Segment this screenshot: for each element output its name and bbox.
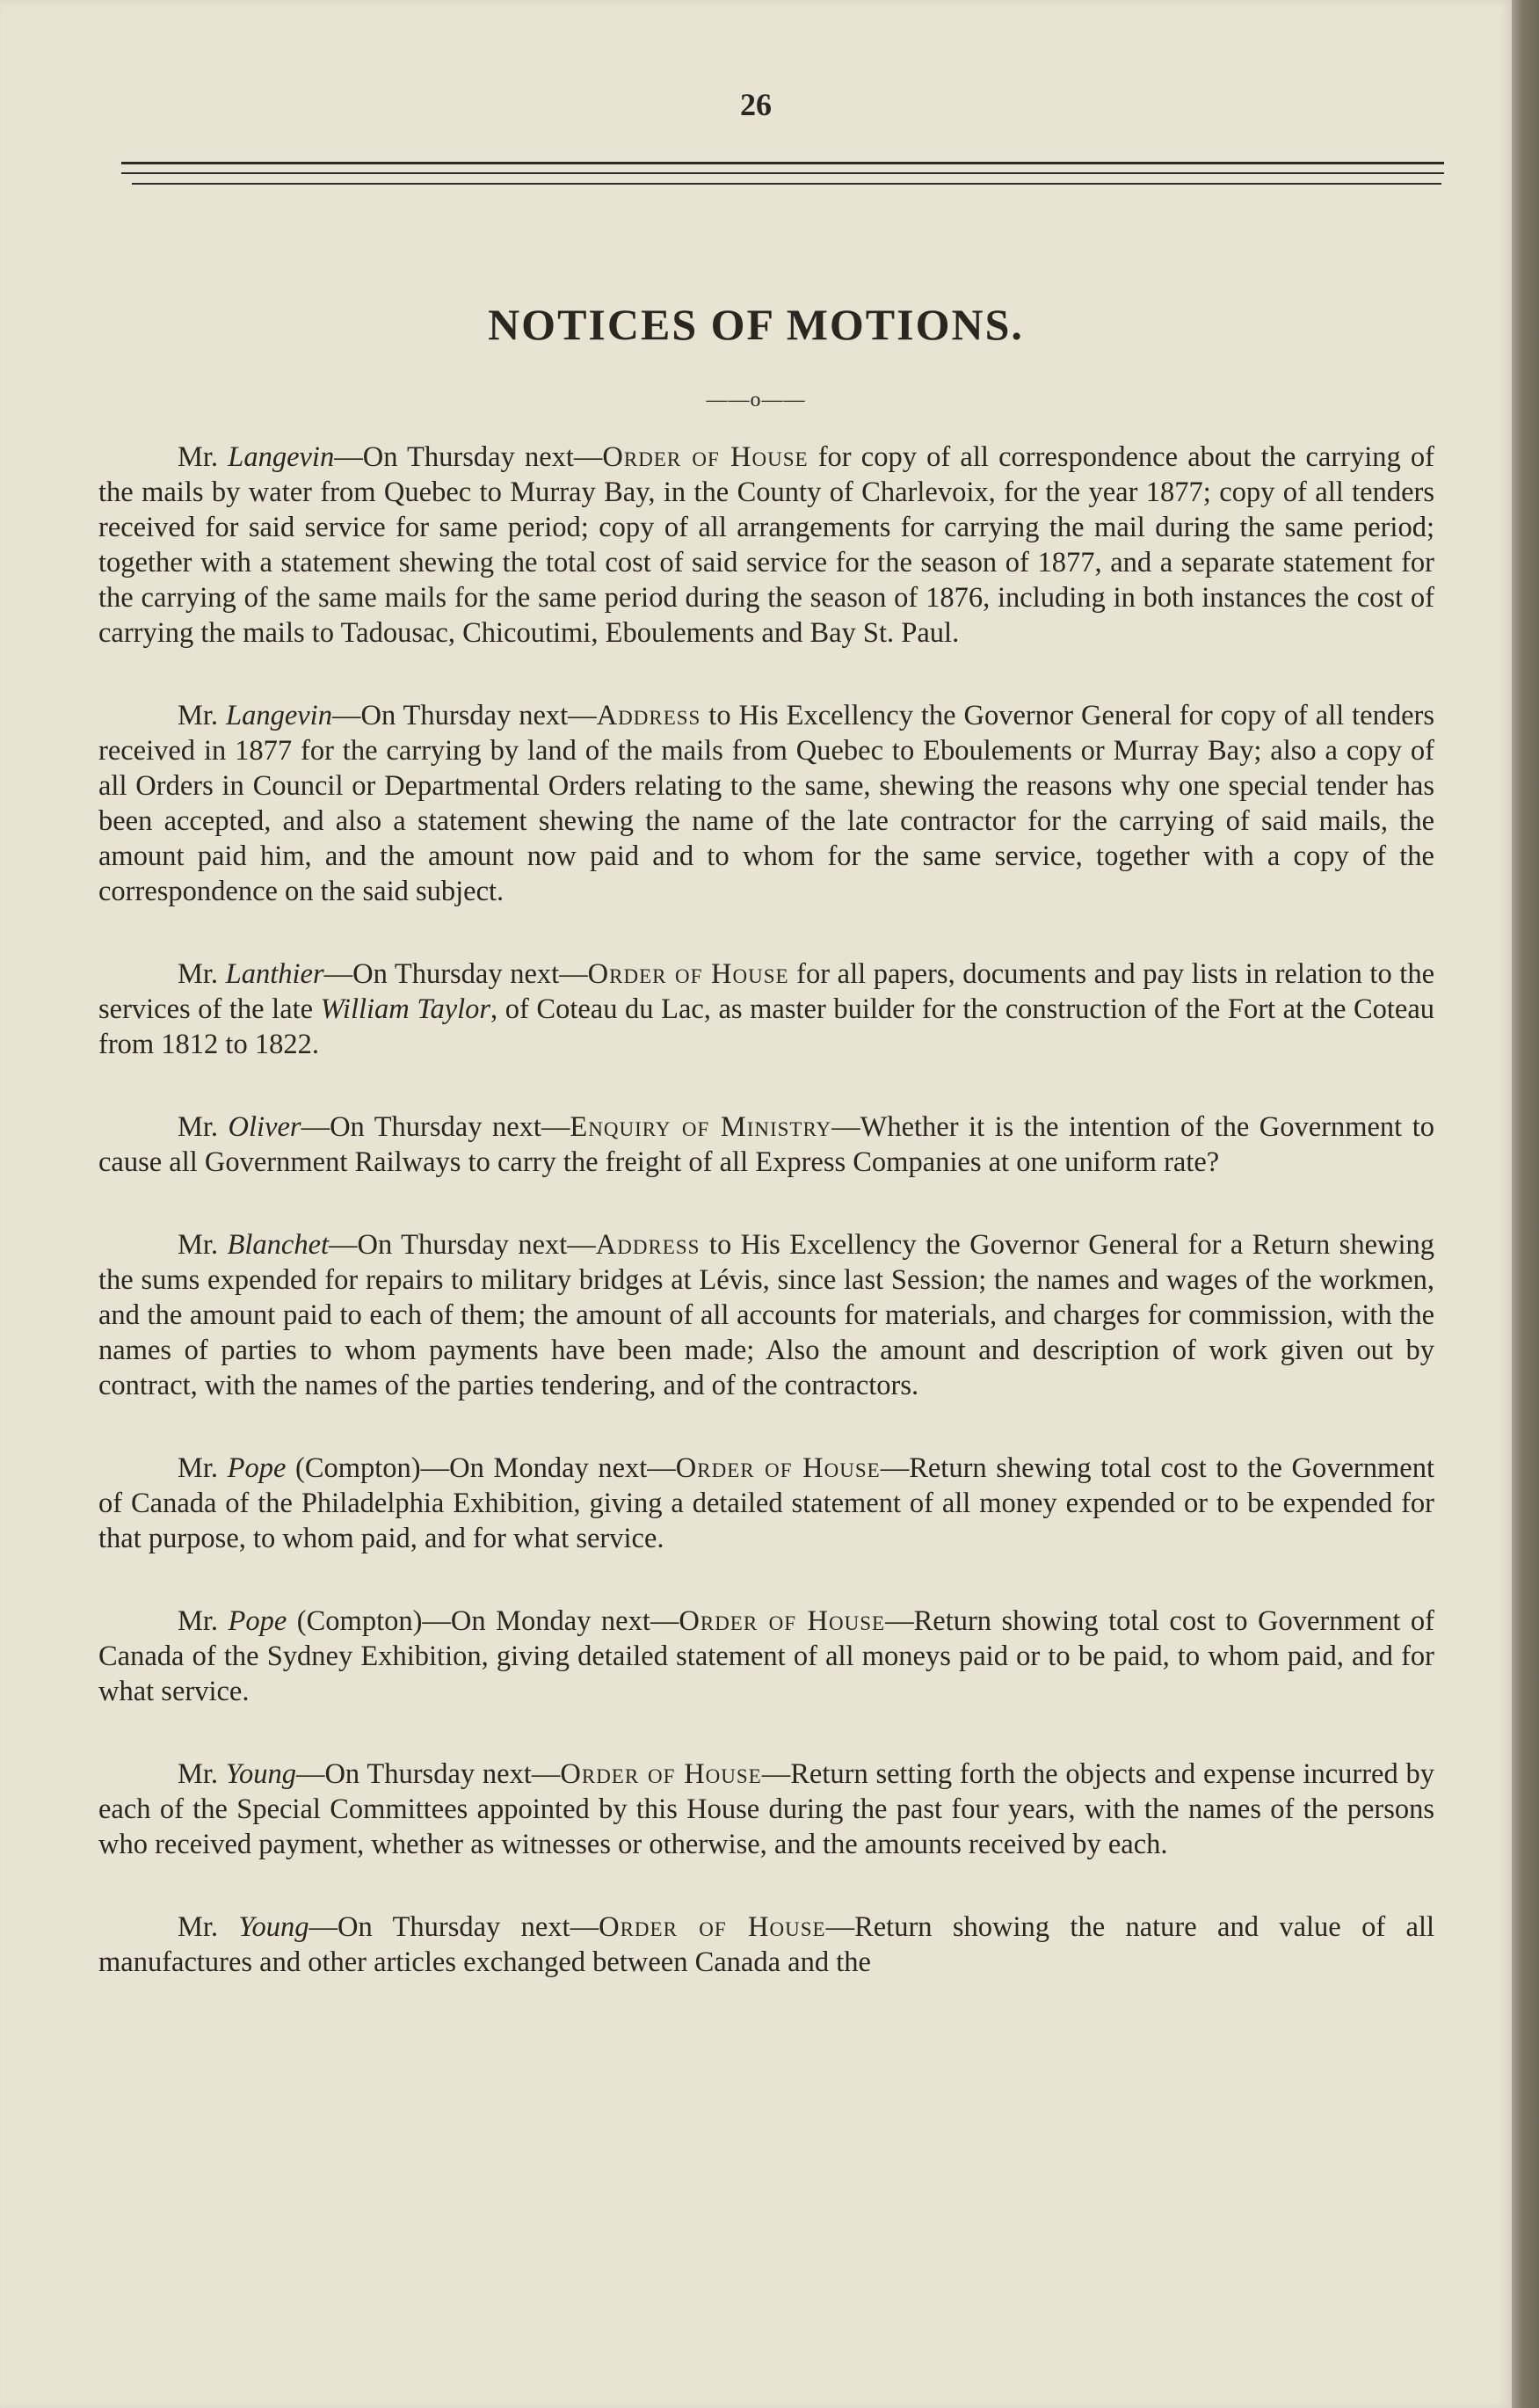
motion-item xyxy=(98,1757,1434,1862)
person-name: William Taylor xyxy=(320,993,491,1025)
motion-item xyxy=(98,698,1434,909)
motion-body: —Return setting forth the objects and expense incurred by each of the Special Committees appointed by this House during the past four years, with the names of the persons who received payment, whether as witnesses or otherwise, and the amounts received by each. xyxy=(98,1758,1435,1860)
motion-kind: Order of House xyxy=(602,441,809,473)
motion-body: , of Coteau du Lac, as master builder for the construction of the Fort at the Coteau from 1812 to 1822. xyxy=(98,993,1434,1060)
motion-lead: —On Thursday next— xyxy=(329,1229,596,1261)
motion-body-pre: for all papers, documents and pay lists in relation to the services of the late xyxy=(98,958,1434,1025)
motion-kind: Enquiry of Ministry xyxy=(570,1111,832,1143)
header-rule xyxy=(132,183,1441,185)
motion-item xyxy=(98,1910,1434,1980)
motion-body: —Return showing the nature and value of all manufactures and other articles exchanged between Canada and the xyxy=(98,1911,1435,1978)
mover-prefix: Mr. xyxy=(178,1605,229,1637)
mover-prefix: Mr. xyxy=(178,1111,229,1143)
motion-body: —Return shewing total cost to the Government of Canada of the Philadelphia Exhibition, giving a detailed statement of all money expended or to be expended for that purpose, to whom paid, and for what service. xyxy=(98,1452,1434,1554)
motion-lead: —On Thursday next— xyxy=(301,1111,570,1143)
mover-prefix: Mr. xyxy=(178,1452,228,1484)
book-spine xyxy=(1512,0,1539,2408)
motion-lead: (Compton)—On Monday next— xyxy=(286,1452,676,1484)
motion-item xyxy=(98,957,1434,1062)
motion-body: to His Excellency the Governor General for copy of all tenders received in 1877 for the carrying by land of the mails from Quebec to Eboulements or Murray Bay; also a copy of all Orders in Council or Departmental Orders relating to the same, shewing the reasons why one special tender has been accepted, and also a statement shewing the name of the late contractor for the carrying of said mails, the amount paid him, and the amount now paid and to whom for the same service, together with a copy of the correspondence on the said subject. xyxy=(98,700,1434,907)
mover-name: Blanchet xyxy=(227,1229,330,1261)
motion-body: —Return showing total cost to Government of Canada of the Sydney Exhibition, giving detailed statement of all moneys paid or to be paid, to whom paid, and for what service. xyxy=(98,1605,1434,1707)
motion-item xyxy=(98,1109,1434,1180)
motion-body: to His Excellency the Governor General for a Return shewing the sums expended for repairs to military bridges at Lévis, since last Session; the names and wages of the workmen, and the amount paid to each of them; the amount of all accounts for materials, and charges for commission, with the names of parties to whom payments have been made; Also the amount and description of work given out by contract, with the names of the parties tendering, and of the contractors. xyxy=(98,1229,1434,1401)
motion-lead: (Compton)—On Monday next— xyxy=(287,1605,679,1637)
motion-item xyxy=(98,440,1434,651)
motion-kind: Order of House xyxy=(599,1911,826,1943)
mover-name: Langevin xyxy=(226,700,332,731)
motion-kind: Order of House xyxy=(679,1605,886,1637)
motions-list xyxy=(98,440,1434,2027)
motion-item xyxy=(98,1451,1434,1556)
mover-prefix: Mr. xyxy=(178,1229,228,1261)
mover-name: Pope xyxy=(228,1605,287,1637)
mover-name: Young xyxy=(238,1911,309,1943)
motion-item xyxy=(98,1227,1434,1403)
mover-name: Young xyxy=(225,1758,296,1790)
header-rule xyxy=(121,172,1444,174)
mover-name: Oliver xyxy=(228,1111,301,1143)
header-rule xyxy=(121,162,1444,164)
motion-kind: Address xyxy=(595,1229,701,1261)
section-title: NOTICES OF MOTIONS. xyxy=(488,300,1024,349)
motion-item xyxy=(98,1604,1434,1709)
mover-name: Langevin xyxy=(228,441,335,473)
motion-kind: Order of House xyxy=(587,958,789,990)
motion-kind: Order of House xyxy=(675,1452,881,1484)
mover-prefix: Mr. xyxy=(178,441,229,473)
mover-prefix: Mr. xyxy=(178,700,226,731)
motion-lead: —On Thursday next— xyxy=(295,1758,561,1790)
motion-body: for copy of all correspondence about the carrying of the mails by water from Quebec to Murray Bay, in the County of Charlevoix, for the year 1877; copy of all tenders received for said service for same period; copy of all arrangements for carrying the mail during the same period; together with a statement shewing the total cost of said service for the season of 1877, and a separate statement for the carrying of the same mails for the same period during the season of 1876, including in both instances the cost of carrying the mails to Tadousac, Chicoutimi, Eboulements and Bay St. Paul. xyxy=(98,441,1434,649)
motion-lead: —On Thursday next— xyxy=(331,700,597,731)
motion-body: —Whether it is the intention of the Government to cause all Government Railways to carry the freight of all Express Companies at one uniform rate? xyxy=(98,1111,1434,1178)
mover-prefix: Mr. xyxy=(178,958,226,990)
motion-lead: —On Thursday next— xyxy=(323,958,588,990)
mover-prefix: Mr. xyxy=(178,1911,239,1943)
motion-lead: —On Thursday next— xyxy=(309,1911,599,1943)
title-ornament: ——o—— xyxy=(706,389,806,411)
mover-name: Lanthier xyxy=(225,958,324,990)
motion-kind: Order of House xyxy=(560,1758,762,1790)
page-number: 26 xyxy=(740,87,772,122)
motion-lead: —On Thursday next— xyxy=(334,441,603,473)
mover-name: Pope xyxy=(227,1452,287,1484)
mover-prefix: Mr. xyxy=(178,1758,226,1790)
motion-kind: Address xyxy=(596,700,701,731)
